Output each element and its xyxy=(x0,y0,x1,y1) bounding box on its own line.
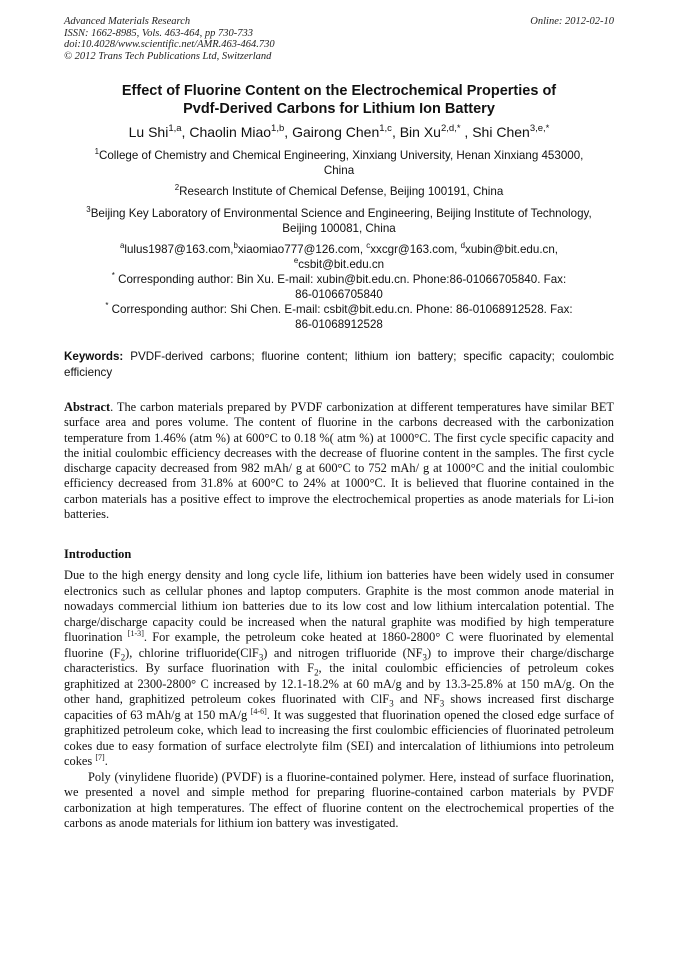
affiliation-text: Beijing 100081, China xyxy=(282,222,396,235)
corresponding-text: Corresponding author: Shi Chen. E-mail: csbit@bit.edu.cn. Phone: 86-01068912528. Fax: xyxy=(111,303,573,316)
corresponding-author-1 xyxy=(52,272,626,302)
affiliation-text: Research Institute of Chemical Defense, Beijing 100191, China xyxy=(179,185,504,198)
email-sup: a xyxy=(119,240,125,250)
keywords-label: Keywords: xyxy=(64,350,124,363)
star-mark: * xyxy=(111,270,115,280)
author-list: Lu Shi$^{1,a}$, Chaolin Miao$^{1,b}$, Gairong Chen$^{1,c}$, Bin $Xu^{2,d,*}$ , Shi Chen$^{3,e,*}$ xyxy=(128,122,550,140)
email-sup: b xyxy=(233,240,238,250)
journal-name: Advanced Materials Research xyxy=(64,16,191,27)
abstract-block xyxy=(64,400,614,522)
keywords-text: PVDF-derived carbons; fluorine content; lithium ion battery; specific capacity; coulombic efficiency xyxy=(64,350,614,379)
paper-title xyxy=(40,82,638,118)
introduction-body xyxy=(64,568,614,832)
abstract-text: . The carbon materials prepared by PVDF carbonization at different temperatures have similar BET surface area and pores volume. The content of fluorine in the carbons decreased with the carbonization temperature from 1.46% (atm %) at 600°C to 0.18 %( atm %) at 1000°C. The first cycle specific capacity and the initial coulombic efficiency decreases with the decrease of fluorine content in the samples. The first cycle discharge capacity decreased from 982 mAh/ g at 600°C to 752 mAh/ g at 1000°C and the initial coulombic efficiency decreased from 31.8% at 600°C to 24% at 1000°C. It is believed that fluorine contained in the carbon materials has a positive effect to improve the electrochemical properties as anode materials for Li-ion batteries. xyxy=(64,400,614,522)
email-e: csbit@bit.edu.cn xyxy=(298,258,385,271)
citation: [4-6] xyxy=(250,706,267,716)
affiliation-text: China xyxy=(323,164,355,177)
author-sup: 3,e,* xyxy=(529,122,550,134)
email-sup: c xyxy=(366,240,371,250)
keywords-block xyxy=(64,349,614,380)
affiliation-text: Beijing Key Laboratory of Environmental Science and Engineering, Beijing Institute of Technology, xyxy=(90,207,592,220)
email-c: xxcgr@163.com, xyxy=(370,243,458,256)
affiliation-number: 1 xyxy=(94,146,99,156)
author-sup: 2,d,* xyxy=(440,122,461,134)
email-sup: e xyxy=(293,255,299,265)
email-a: lulus1987@163.com, xyxy=(124,243,234,256)
paragraph: Due to the high energy density and long cycle life, lithium ion batteries have been widely used in consumer electronics such as cellular phones and laptop computers. Graphite is the most common anode material in nowadays commercial lithium ion batteries due to its low cost and low lithium intercalation potential. The charge/discharge capacity could be increased when the natural graphite was modified by high temperature fluorination [1-3]. For example, the petroleum coke heated at 1860-2800° C were fluorinated by elemental fluorine $(F_2)$, chlorine trifluoride(ClF$_3$) and nitrogen trifluoride $(NF_3)$ to improve their charge/discharge characteristics. By surface fluorination with $F_2$, the inital coulombic efficiencies of petroleum cokes graphitized at 2300-2800° C increased by 12.1-18.2% at 60 mA/g and by 13.3-25.8% at 150 mA/g. On the other hand, graphitized petroleum cokes fluorinated with ClF$_3$ and $NF_3$ shows increased first discharge capacities of 63 mAh/g at 150 mA/g [4-6]. It was suggested that fluorination opened the closed edge surface of graphitized petroleum coke, which lead to increasing the first coulombic efficiencies of fluorinated petroleum cokes due to easy formation of surface electrolyte film (SEI) and intercalation of lithiumions into petroleum cokes [7]. xyxy=(64,568,615,768)
affiliation-2 xyxy=(52,184,626,199)
corresponding-text: Corresponding author: Bin Xu. E-mail: xubin@bit.edu.cn. Phone:86-01066705840. Fax: xyxy=(118,273,567,286)
email-d: xubin@bit.edu.cn, xyxy=(465,243,559,256)
email-b: xiaomiao777@126.com, xyxy=(237,243,364,256)
corresponding-text: 86-01066705840 xyxy=(295,288,383,301)
copyright-line: © 2012 Trans Tech Publications Ltd, Switzerland xyxy=(64,50,272,62)
author-sup: 1,a xyxy=(168,122,182,134)
author-name: Bin Xu xyxy=(399,124,441,140)
author-name: Lu Shi xyxy=(128,124,169,140)
corresponding-text: 86-01068912528 xyxy=(295,318,383,331)
journal-header xyxy=(64,16,275,62)
affiliation-number: 2 xyxy=(174,182,180,192)
online-date: Online: 2012-02-10 xyxy=(530,16,614,27)
title-line-1: Effect of Fluorine Content on the Electrochemical Properties of xyxy=(121,83,557,99)
affiliation-3 xyxy=(52,206,626,236)
email-sup: d xyxy=(460,240,466,250)
citation: [7] xyxy=(95,752,105,762)
paragraph: Poly (vinylidene fluoride) (PVDF) is a fluorine-contained polymer. Here, instead of surface fluorination, we presented a novel and simple method for preparing fluorine-contained carbon materials by PVDF carbonization at high temperatures. The effect of fluorine content on the electrochemical properties of the carbons as anode materials for lithium ion battery was investigated. xyxy=(64,769,614,830)
section-heading-introduction: Introduction xyxy=(64,547,132,561)
citation: [1-3] xyxy=(127,628,144,638)
author-sup: 1,b xyxy=(271,122,285,134)
title-line-2: Pvdf-Derived Carbons for Lithium Ion Battery xyxy=(183,101,495,117)
affiliation-number: 3 xyxy=(86,204,91,214)
affiliation-1 xyxy=(52,148,626,178)
email-list xyxy=(52,242,626,272)
issn-line: ISSN: 1662-8985, Vols. 463-464, pp 730-733 xyxy=(64,27,253,39)
author-sup: 1,c xyxy=(379,122,392,134)
abstract-label: Abstract xyxy=(64,400,111,414)
affiliation-text: College of Chemistry and Chemical Engineering, Xinxiang University, Henan Xinxiang 453000, xyxy=(98,149,584,162)
star-mark: * xyxy=(105,300,109,310)
author-name: Chaolin Miao xyxy=(189,124,272,140)
doi-line: doi:10.4028/www.scientific.net/AMR.463-464.730 xyxy=(64,39,275,50)
corresponding-author-2 xyxy=(52,302,626,332)
author-name: Gairong Chen xyxy=(292,124,380,140)
author-name: Shi Chen xyxy=(472,124,530,140)
